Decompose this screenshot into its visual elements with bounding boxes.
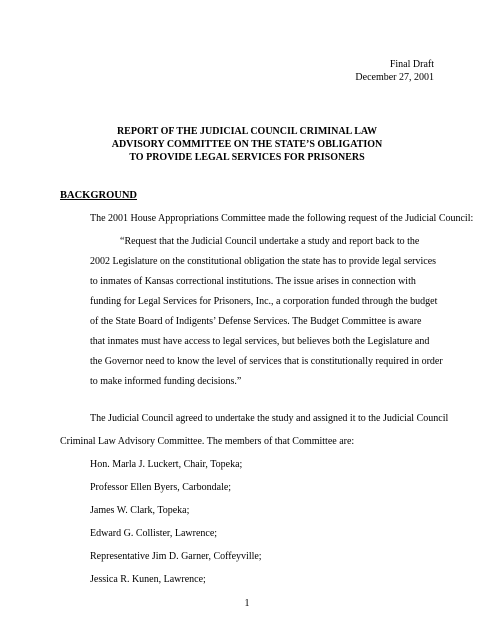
member-list-item: Jessica R. Kunen, Lawrence; xyxy=(90,574,206,585)
quote-line: the Governor need to know the level of services that is constitutionally required in order xyxy=(90,356,443,367)
study-paragraph-line: Criminal Law Advisory Committee. The members of that Committee are: xyxy=(60,436,355,447)
section-heading-background: BACKGROUND xyxy=(60,190,138,201)
draft-label: Final Draft xyxy=(389,59,434,70)
member-list-item: Representative Jim D. Garner, Coffeyville; xyxy=(90,551,262,562)
member-list-item: Edward G. Collister, Lawrence; xyxy=(90,528,218,539)
draft-date: December 27, 2001 xyxy=(355,72,434,83)
quote-line: to make informed funding decisions.” xyxy=(90,376,242,387)
quote-line: that inmates must have access to legal services, but believes both the Legislature and xyxy=(90,336,430,347)
report-title-line-1: REPORT OF THE JUDICIAL COUNCIL CRIMINAL LAW xyxy=(116,126,378,137)
quote-line: 2002 Legislature on the constitutional obligation the state has to provide legal services xyxy=(90,256,437,267)
quote-line: of the State Board of Indigents’ Defense Services. The Budget Committee is aware xyxy=(90,316,422,327)
quote-line: to inmates of Kansas correctional institutions. The issue arises in connection with xyxy=(90,276,416,287)
quote-line: funding for Legal Services for Prisoners, Inc., a corporation funded through the budget xyxy=(90,296,438,307)
member-list-item: James W. Clark, Topeka; xyxy=(90,505,190,516)
page-number: 1 xyxy=(244,598,250,609)
intro-paragraph: The 2001 House Appropriations Committee made the following request of the Judicial Council: xyxy=(90,213,474,224)
quote-line: “Request that the Judicial Council undertake a study and report back to the xyxy=(120,236,420,247)
study-paragraph-line: The Judicial Council agreed to undertake the study and assigned it to the Judicial Council xyxy=(90,413,449,424)
report-title-line-2: ADVISORY COMMITTEE ON THE STATE’S OBLIGATION xyxy=(111,139,383,150)
member-list-item: Professor Ellen Byers, Carbondale; xyxy=(90,482,232,493)
member-list-item: Hon. Marla J. Luckert, Chair, Topeka; xyxy=(90,459,243,470)
report-title-line-3: TO PROVIDE LEGAL SERVICES FOR PRISONERS xyxy=(129,152,365,163)
